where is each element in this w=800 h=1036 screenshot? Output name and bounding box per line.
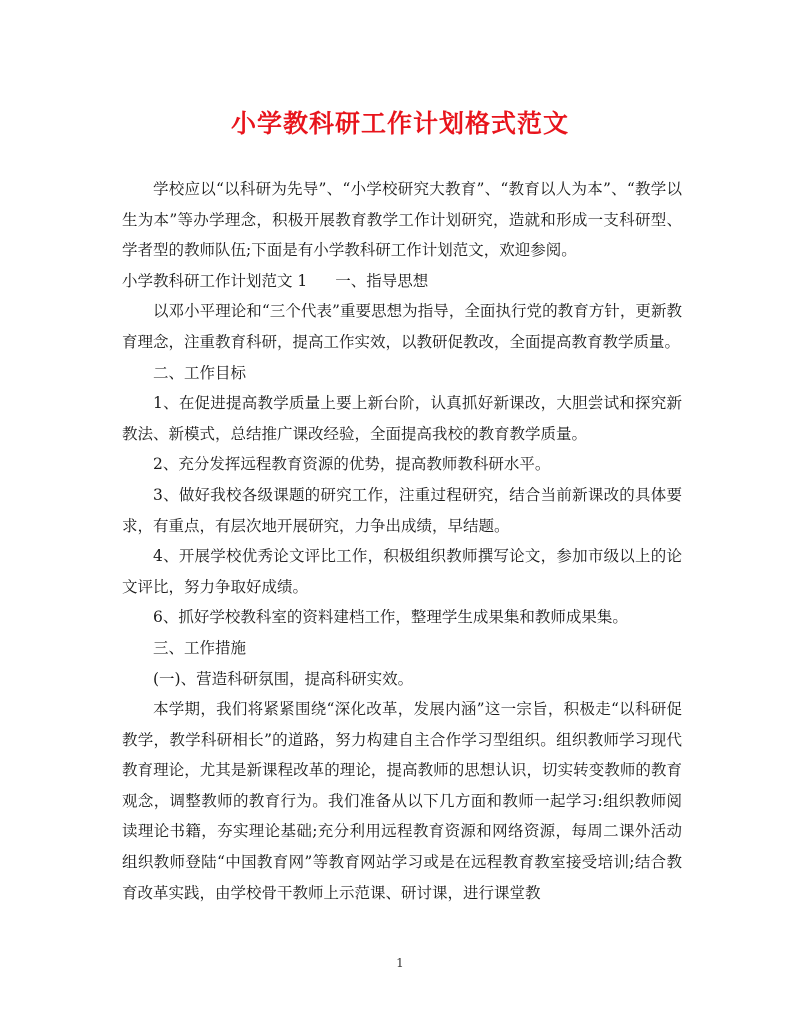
goals-heading: 二、工作目标 — [153, 363, 247, 382]
goal-item-1: 1、在促进提高教学质量上要上新台阶，认真抓好新课改，大胆尝试和探究新教法、新模式，总结推广课改经验，全面提高我校的教育教学质量。 — [122, 394, 682, 443]
section-heading: 小学教科研工作计划范文 1 — [122, 271, 308, 290]
goal-item-4: 4、开展学校优秀论文评比工作，积极组织教师撰写论文，参加市级以上的论文评比，努力争取好成绩。 — [122, 547, 682, 596]
section-subheading: 一、指导思想 — [335, 271, 429, 290]
measure-subheading-1: (一)、营造科研氛围，提高科研实效。 — [153, 669, 414, 688]
page-number: 1 — [396, 956, 404, 970]
document-body — [122, 174, 682, 908]
goal-item-3: 3、做好我校各级课题的研究工作，注重过程研究，结合当前新课改的具体要求，有重点，有层次地开展研究，力争出成绩，早结题。 — [122, 485, 682, 535]
guiding-thought-paragraph: 以邓小平理论和“三个代表”重要思想为指导，全面执行党的教育方针，更新教育理念，注重教育科研，提高工作实效，以教研促教改，全面提高教育教学质量。 — [122, 302, 682, 351]
goal-item-2: 2、充分发挥远程教育资源的优势，提高教师教科研水平。 — [153, 455, 551, 474]
intro-paragraph: 学校应以“以科研为先导”、“小学校研究大教育”、“教育以人为本”、“教学以生为本”等办学理念，积极开展教育教学工作计划研究，造就和形成一支科研型、学者型的教师队伍;下面是有小学教科研工作计划范文，欢迎参阅。 — [122, 180, 682, 260]
measures-heading: 三、工作措施 — [153, 638, 247, 657]
section-line — [122, 266, 682, 297]
document-title: 小学教科研工作计划格式范文 — [230, 109, 569, 138]
measure-paragraph-1: 本学期，我们将紧紧围绕“深化改革，发展内涵”这一宗旨，积极走“以科研促教学，教学科研相长”的道路，努力构建自主合作学习型组织。组织教师学习现代教育理论，尤其是新课程改革的理论，提高教师的思想认识，切实转变教师的教育观念，调整教师的教育行为。我们准备从以下几方面和教师一起学习:组织教师阅读理论书籍，夯实理论基础;充分利用远程教育资源和网络资源，每周二课外活动组织教师登陆“中国教育网”等教育网站学习或是在远程教育教室接受培训;结合教育改革实践，由学校骨干教师上示范课、研讨课，进行课堂教 — [122, 700, 682, 902]
goal-item-6: 6、抓好学校教科室的资料建档工作，整理学生成果集和教师成果集。 — [153, 608, 628, 627]
